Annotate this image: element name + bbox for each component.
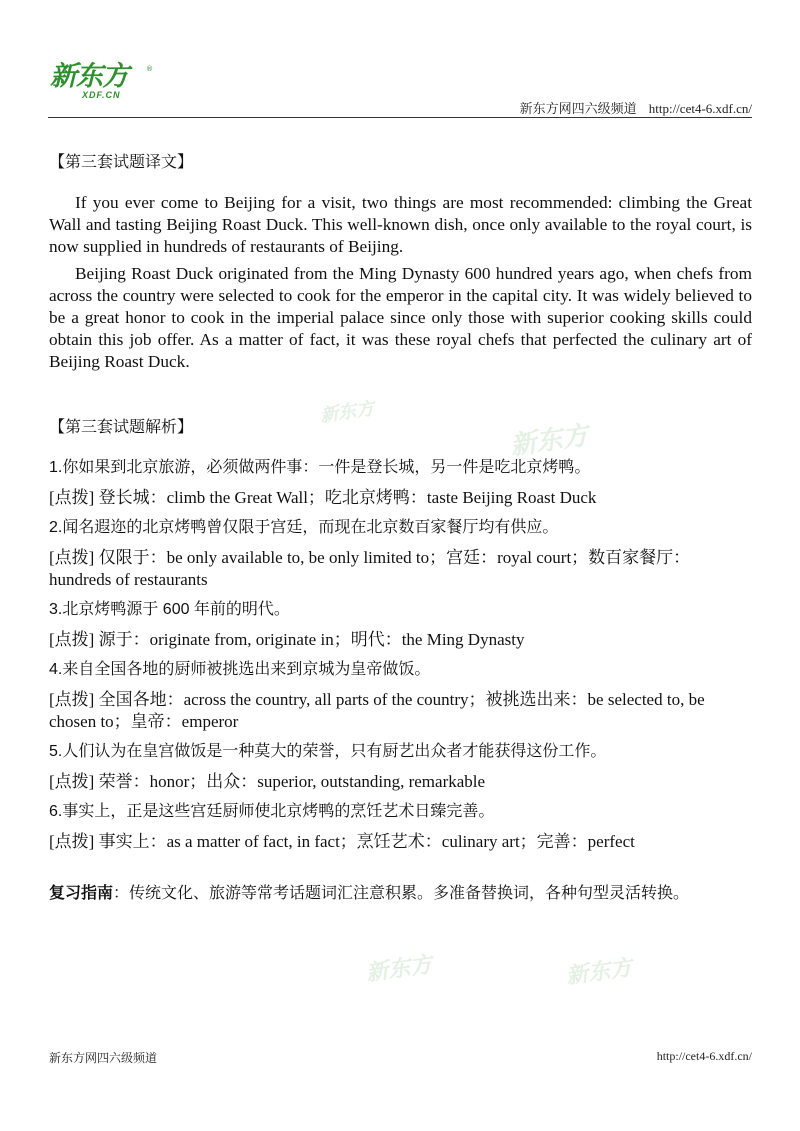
tip-text: 源于：originate from, originate in；明代：the Ming Dynasty — [98, 630, 525, 649]
logo-wordmark: 新东方 — [50, 61, 128, 92]
header-site-name: 新东方网四六级频道 — [519, 102, 637, 117]
analysis-question: 4.来自全国各地的厨师被挑选出来到京城为皇帝做饭。 — [49, 661, 431, 678]
watermark-logo: 新东方 — [364, 952, 434, 987]
watermark-logo: 新东方 — [508, 420, 591, 462]
translation-title: 【第三套试题译文】 — [49, 152, 194, 171]
analysis-tip — [49, 629, 752, 651]
tip-text: 全国各地：across the country, all parts of the country；被挑选出来：be selected to, be chosen to；皇帝：emperor — [49, 690, 705, 731]
review-text: ：传统文化、旅游等常考话题词汇注意积累。多准备替换词，各种句型灵活转换。 — [113, 883, 690, 902]
document-body — [49, 150, 752, 906]
logo-domain: XDF.CN — [82, 90, 121, 100]
registered-mark: ® — [146, 65, 153, 73]
analysis-tip — [49, 771, 752, 793]
tip-label: [点拨] — [49, 488, 95, 507]
tip-label: [点拨] — [49, 630, 95, 649]
analysis-question: 1.你如果到北京旅游，必须做两件事：一件是登长城，另一件是吃北京烤鸭。 — [49, 459, 591, 476]
analysis-item-2 — [49, 517, 752, 591]
analysis-question: 3.北京烤鸭源于 600 年前的明代。 — [49, 601, 290, 618]
translation-paragraph-2: Beijing Roast Duck originated from the Ming Dynasty 600 hundred years ago, when chefs from across the country were selected to cook for the emperor in the capital city. It was widely believed to be a great honor to cook in the imperial palace since only those with superior cooking skills could obtain this job offer. As a matter of fact, it was these royal chefs that perfected the culinary art of Beijing Roast Duck. — [49, 264, 752, 371]
analysis-item-6 — [49, 801, 752, 853]
analysis-tip — [49, 547, 752, 591]
analysis-item-4 — [49, 659, 752, 733]
tip-label: [点拨] — [49, 690, 95, 709]
tip-text: 登长城：climb the Great Wall；吃北京烤鸭：taste Beijing Roast Duck — [98, 488, 597, 507]
footer-site-name: 新东方网四六级频道 — [49, 1051, 158, 1065]
analysis-tip — [49, 689, 752, 733]
watermark-logo: 新东方 — [319, 398, 376, 427]
header-divider — [48, 117, 752, 118]
analysis-tip — [49, 487, 752, 509]
header-site-url[interactable]: http://cet4-6.xdf.cn/ — [648, 101, 752, 116]
header-site-info — [520, 98, 752, 117]
analysis-tip — [49, 831, 752, 853]
review-label: 复习指南 — [49, 883, 114, 902]
analysis-question: 2.闻名遐迩的北京烤鸭曾仅限于宫廷，而现在北京数百家餐厅均有供应。 — [49, 519, 559, 536]
translation-paragraph-1: If you ever come to Beijing for a visit, two things are most recommended: climbing the Great Wall and tasting Beijing Roast Duck. This well-known dish, once only available to the royal court, is now supplied in hundreds of restaurants of Beijing. — [49, 193, 752, 256]
analysis-item-3 — [49, 599, 752, 651]
tip-text: 事实上：as a matter of fact, in fact；烹饪艺术：culinary art；完善：perfect — [98, 832, 635, 851]
analysis-question: 6.事实上，正是这些宫廷厨师使北京烤鸭的烹饪艺术日臻完善。 — [49, 803, 495, 820]
analysis-question: 5.人们认为在皇宫做饭是一种莫大的荣誉，只有厨艺出众者才能获得这份工作。 — [49, 743, 607, 760]
tip-label: [点拨] — [49, 832, 95, 851]
tip-label: [点拨] — [49, 548, 95, 567]
tip-label: [点拨] — [49, 772, 95, 791]
tip-text: 仅限于：be only available to, be only limited to；宫廷：royal court；数百家餐厅：hundreds of restaurants — [49, 548, 691, 589]
watermark-logo: 新东方 — [564, 955, 634, 990]
xdf-logo — [50, 62, 160, 110]
analysis-item-5 — [49, 741, 752, 793]
footer-site-url[interactable]: http://cet4-6.xdf.cn/ — [656, 1049, 752, 1063]
tip-text: 荣誉：honor；出众：superior, outstanding, remarkable — [98, 772, 486, 791]
analysis-item-1 — [49, 457, 752, 509]
analysis-title: 【第三套试题解析】 — [49, 417, 194, 436]
review-guide — [49, 879, 752, 906]
